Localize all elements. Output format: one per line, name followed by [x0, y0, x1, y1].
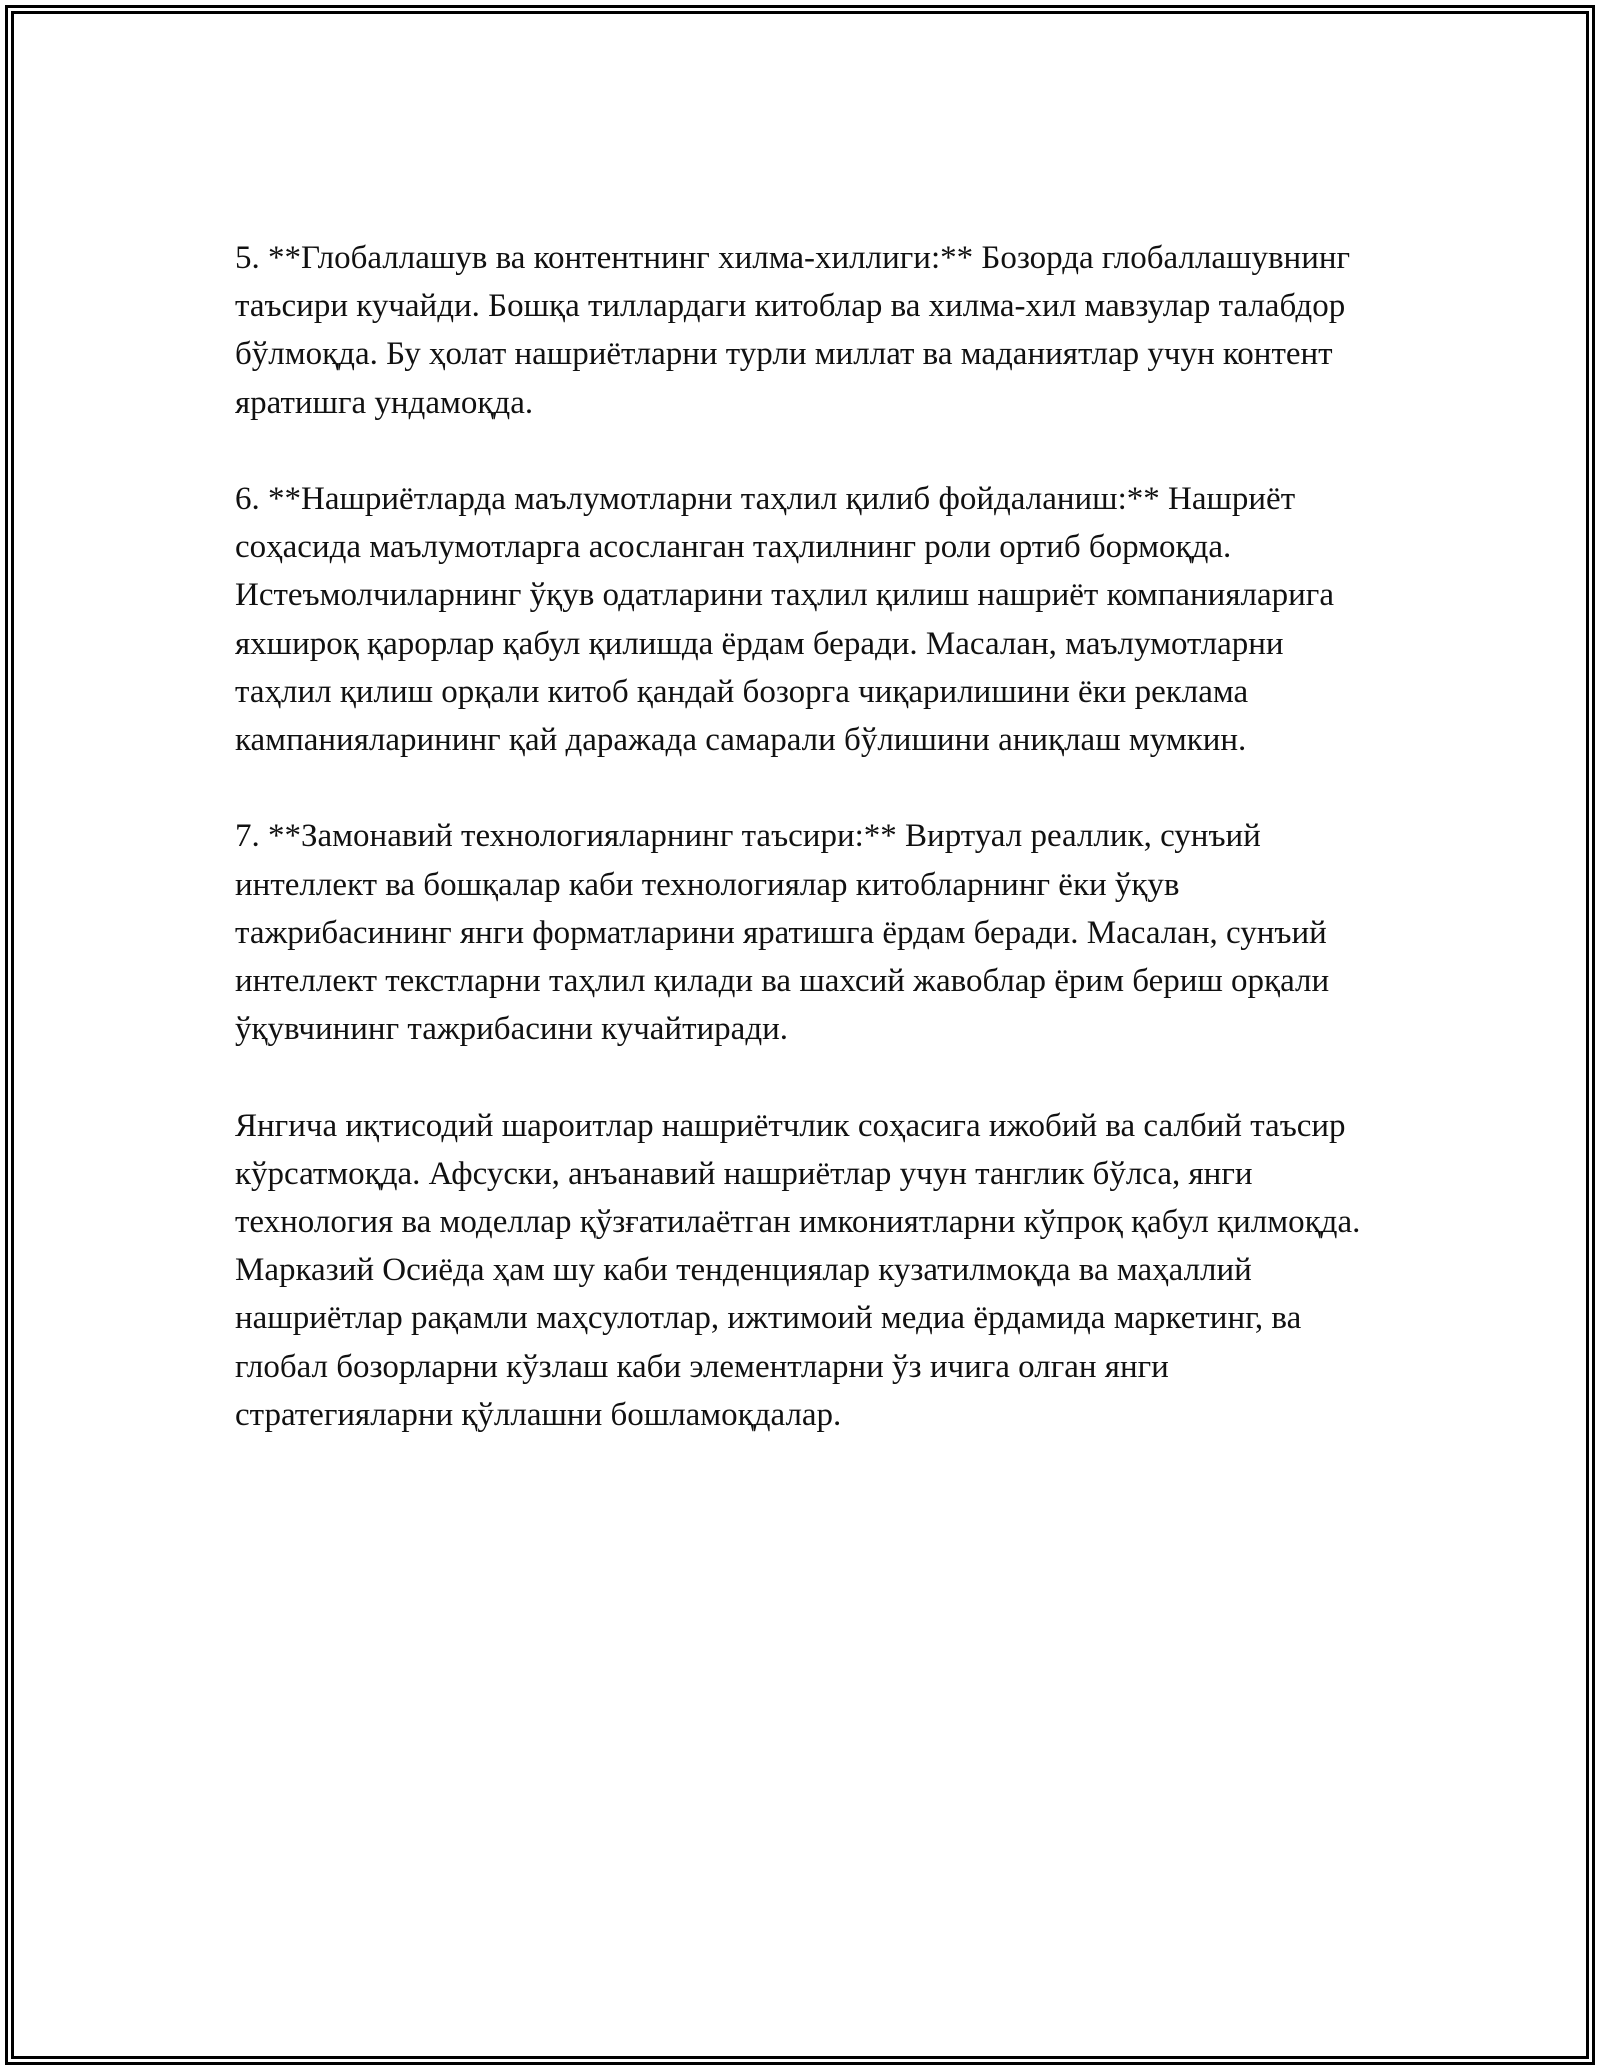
paragraph-conclusion: Янгича иқтисодий шароитлар нашриётчлик соҳасига ижобий ва салбий таъсир кўрсатмоқда. Афсуски, анъанавий нашриётлар учун танглик бўлса, янги технология ва моделлар қўзғатилаётган имкониятларни кўпроқ қабул қилмоқда. Марказий Осиёда ҳам шу каби тенденциялар кузатилмоқда ва маҳаллий нашриётлар рақамли маҳсулотлар, ижтимоий медиа ёрдамида маркетинг, ва глобал бозорларни кўзлаш каби элементларни ўз ичига олган янги стратегияларни қўллашни бошламоқдалар. — [235, 1107, 1361, 1433]
paragraph-data-analysis: 6. **Нашриётларда маълумотларни таҳлил қилиб фойдаланиш:** Нашриёт соҳасида маълумотларга асосланган таҳлилнинг роли ортиб бормоқда. Истеъмолчиларнинг ўқув одатларини таҳлил қилиш нашриёт компанияларига яхшироқ қарорлар қабул қилишда ёрдам беради. Масалан, маълумотларни таҳлил қилиш орқали китоб қандай бозорга чиқарилишини ёки реклама кампанияларининг қай даражада самарали бўлишини аниқлаш мумкин. — [235, 481, 1334, 759]
paragraph-globalization: 5. **Глобаллашув ва контентнинг хилма-хиллиги:** Бозорда глобаллашувнинг таъсири кучайди. Бошқа тиллардаги китоблар ва хилма-хил мавзулар талабдор бўлмоқда. Бу ҳолат нашриётларни турли миллат ва маданиятлар учун контент яратишга ундамоқда. — [235, 240, 1351, 421]
paragraph-modern-technologies: 7. **Замонавий технологияларнинг таъсири:** Виртуал реаллик, сунъий интеллект ва бошқалар каби технологиялар китобларнинг ёки ўқув тажрибасининг янги форматларини яратишга ёрдам беради. Масалан, сунъий интеллект текстларни таҳлил қилади ва шахсий жавоблар ёрим бериш орқали ўқувчининг тажрибасини кучайтиради. — [235, 818, 1330, 1048]
document-body — [235, 234, 1375, 1487]
